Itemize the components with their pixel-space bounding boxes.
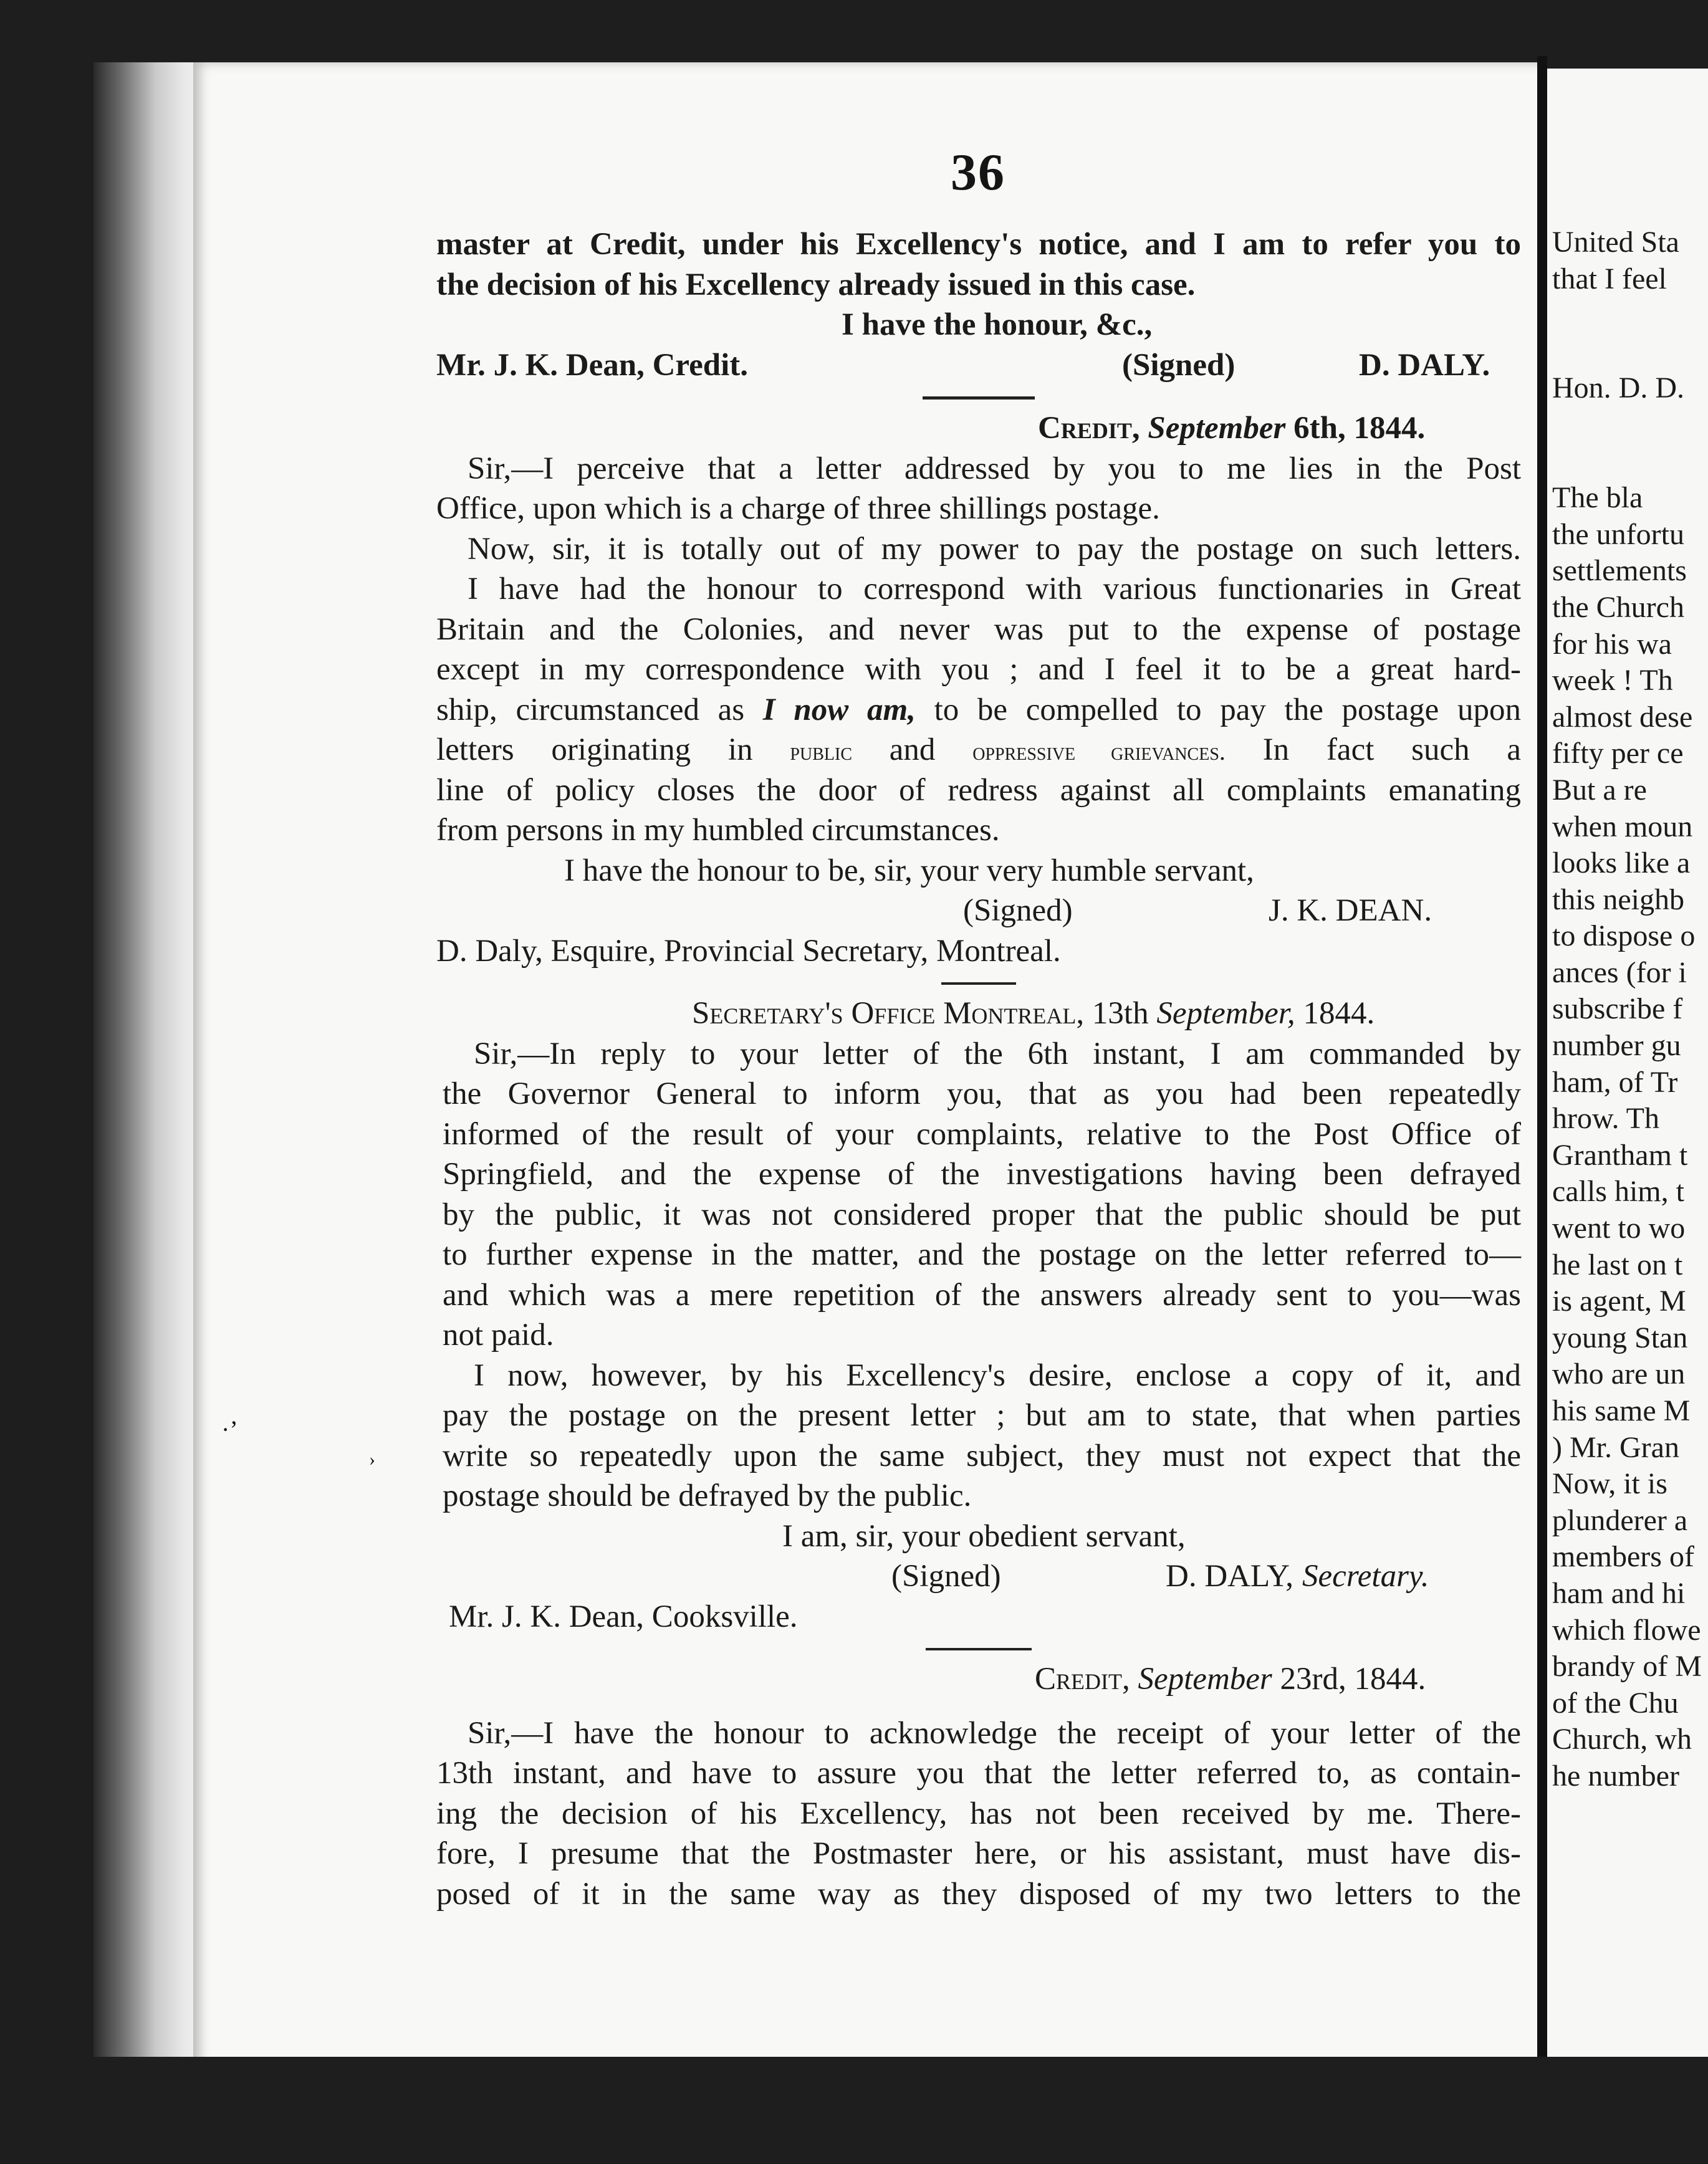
- right-page-line: who are un: [1552, 1357, 1686, 1391]
- right-page-line: of the Chu: [1552, 1686, 1679, 1720]
- small-caps: public: [790, 737, 852, 765]
- text-line: I have the honour to be, sir, your very humble servant,: [564, 853, 1254, 888]
- right-page-line: [1552, 444, 1708, 481]
- text-line: [436, 569, 1521, 610]
- text-span: letters originating in: [436, 732, 753, 767]
- emphasis: I now am,: [762, 692, 916, 727]
- text-line: master at Credit, under his Excellency's notice, and I am to refer you to: [436, 227, 1521, 262]
- text-line: to further expense in the matter, and the postage on the letter referred to—: [443, 1237, 1521, 1272]
- date: 6th, 1844.: [1293, 411, 1426, 446]
- right-page-line: the unfortu: [1552, 517, 1684, 551]
- signature-line: [443, 1556, 1521, 1597]
- dateline: [436, 993, 1521, 1034]
- place: Credit,: [1035, 1662, 1130, 1697]
- month: September,: [1156, 996, 1295, 1031]
- signed-label: (Signed): [891, 1559, 1001, 1594]
- text-line: postage should be defrayed by the public.: [443, 1478, 972, 1513]
- page-body: [436, 224, 1521, 1914]
- right-page-line: ham, of Tr: [1552, 1065, 1678, 1099]
- separator-rule: [923, 396, 1035, 400]
- text-line: 13th instant, and have to assure you that the letter referred to, as contain-: [436, 1756, 1521, 1791]
- text-line: not paid.: [443, 1318, 554, 1352]
- signed-label: (Signed): [963, 893, 1073, 928]
- place: Credit,: [1038, 411, 1140, 446]
- right-page-line: hrow. Th: [1552, 1102, 1659, 1136]
- month: September: [1138, 1662, 1272, 1697]
- right-page-line: ances (for i: [1552, 955, 1687, 989]
- letter-body: [436, 1034, 1521, 1637]
- right-page-line: settlements: [1552, 554, 1687, 588]
- signatory-title: Secretary.: [1302, 1559, 1429, 1594]
- right-page-line: when moun: [1552, 810, 1693, 843]
- text-line: except in my correspondence with you ; and I feel it to be a great hard-: [436, 652, 1521, 687]
- right-page-line: calls him, t: [1552, 1175, 1684, 1209]
- book-binding: [94, 62, 206, 2057]
- text-span: Now, sir, it is totally out of my power to pay the postage on such letters.: [468, 531, 1521, 567]
- signature-line: [436, 891, 1521, 931]
- right-page-line: almost dese: [1552, 700, 1693, 734]
- month: September: [1148, 411, 1286, 446]
- scan-bottom-edge: [0, 2057, 1708, 2164]
- right-page-text: [1552, 224, 1708, 1795]
- right-page-line: to dispose o: [1552, 919, 1696, 953]
- text-line: Office, upon which is a charge of three shillings postage.: [436, 491, 1160, 526]
- right-page-line: is agent, M: [1552, 1285, 1686, 1318]
- text-span: Sir,—In reply to your letter of the 6th instant, I am commanded by: [474, 1036, 1521, 1071]
- text-span: Sir,—I have the honour to acknowledge the receipt of your letter of the: [468, 1715, 1521, 1751]
- ink-speck: ›: [369, 1449, 375, 1470]
- dateline: [436, 408, 1521, 449]
- text-line: [443, 1356, 1521, 1396]
- text-line: [436, 529, 1521, 570]
- right-page-line: went to wo: [1552, 1212, 1686, 1245]
- place: Secretary's Office: [692, 996, 936, 1031]
- right-page-line: members of: [1552, 1540, 1694, 1574]
- text-line: write so repeatedly upon the same subject, they must not expect that the: [443, 1438, 1521, 1473]
- right-page-line: The bla: [1552, 481, 1643, 515]
- right-page-line: the Church: [1552, 590, 1684, 624]
- addressee: Mr. J. K. Dean, Credit.: [436, 347, 749, 383]
- text-line: ing the decision of his Excellency, has not been received by me. There-: [436, 1796, 1521, 1831]
- text-span: In fact such a: [1262, 732, 1522, 767]
- right-page-line: Grantham t: [1552, 1138, 1688, 1172]
- letter-body: [436, 1700, 1521, 1915]
- small-caps: oppressive grievances.: [972, 737, 1226, 765]
- right-page-line: ) Mr. Gran: [1552, 1430, 1679, 1464]
- text-line: Mr. J. K. Dean, Cooksville.: [449, 1599, 798, 1634]
- text-line: pay the postage on the present letter ; but am to state, that when parties: [443, 1398, 1521, 1433]
- text-line: I am, sir, your obedient servant,: [782, 1518, 1186, 1554]
- right-page-line: Now, it is: [1552, 1467, 1667, 1501]
- right-page-line: number gu: [1552, 1029, 1681, 1063]
- right-page-line: But a re: [1552, 773, 1647, 807]
- right-page-line: this neighb: [1552, 883, 1684, 916]
- signatory: D. DALY.: [1359, 347, 1490, 383]
- right-page-line: plunderer a: [1552, 1503, 1688, 1537]
- right-page-line: week ! Th: [1552, 664, 1673, 697]
- right-page-line: Hon. D. D.: [1552, 371, 1684, 405]
- right-page-line: that I feel: [1552, 262, 1667, 295]
- text-span: ship, circumstanced as: [436, 692, 745, 727]
- right-page-line: subscribe f: [1552, 992, 1683, 1026]
- text-line: Springfield, and the expense of the investigations having been defrayed: [443, 1157, 1521, 1192]
- right-page-line: ham and hi: [1552, 1576, 1686, 1610]
- right-page-line: young Stan: [1552, 1321, 1688, 1354]
- text-line: [436, 690, 1521, 730]
- text-span: I now, however, by his Excellency's desire, enclose a copy of it, and: [474, 1357, 1521, 1393]
- right-page-line: his same M: [1552, 1394, 1691, 1427]
- right-page-line: for his wa: [1552, 627, 1672, 661]
- right-page-line: looks like a: [1552, 846, 1691, 880]
- date: 13th: [1091, 996, 1149, 1031]
- text-line: [436, 730, 1521, 770]
- text-line: line of policy closes the door of redress against all complaints emanating: [436, 772, 1521, 808]
- text-line: Britain and the Colonies, and never was put to the expense of postage: [436, 611, 1521, 647]
- signatory: J. K. DEAN.: [1269, 893, 1432, 928]
- text-line: [436, 1713, 1521, 1754]
- text-line: from persons in my humbled circumstances.: [436, 813, 1000, 848]
- text-line: by the public, it was not considered proper that the public should be put: [443, 1197, 1521, 1232]
- date: 1844.: [1303, 996, 1375, 1031]
- text-line: and which was a mere repetition of the answers already sent to you—was: [443, 1277, 1521, 1313]
- text-line: informed of the result of your complaints, relative to the Post Office of: [443, 1116, 1521, 1152]
- text-span: to be compelled to pay the postage upon: [934, 692, 1521, 727]
- right-page-line: Church, wh: [1552, 1723, 1692, 1756]
- text-span: Sir,—I perceive that a letter addressed by you to me lies in the Post: [468, 451, 1521, 486]
- text-line: I have the honour, &c.,: [842, 307, 1153, 342]
- place: Montreal,: [943, 996, 1085, 1031]
- text-line: the decision of his Excellency already issued in this case.: [436, 267, 1196, 302]
- text-line: [436, 449, 1521, 489]
- date: 23rd, 1844.: [1280, 1662, 1426, 1697]
- text-line: [443, 1034, 1521, 1075]
- right-page-line: fifty per ce: [1552, 737, 1684, 770]
- right-page-line: he number: [1552, 1759, 1679, 1793]
- text-line: D. Daly, Esquire, Provincial Secretary, Montreal.: [436, 933, 1061, 969]
- page-gutter: [1537, 56, 1547, 2088]
- right-page-line: brandy of M: [1552, 1650, 1702, 1683]
- text-line: fore, I presume that the Postmaster here, or his assistant, must have dis-: [436, 1836, 1521, 1871]
- right-page-line: United Sta: [1552, 226, 1679, 259]
- signatory: D. DALY,: [1166, 1559, 1294, 1594]
- text-span: and: [889, 732, 936, 767]
- signed-label: (Signed): [1122, 347, 1235, 383]
- right-page: [1547, 69, 1708, 2063]
- right-page-line: [1552, 407, 1708, 444]
- right-page-line: [1552, 334, 1708, 371]
- right-page-line: which flowe: [1552, 1613, 1701, 1647]
- page-number: 36: [951, 143, 1005, 201]
- right-page-line: he last on t: [1552, 1248, 1683, 1281]
- text-line: posed of it in the same way as they disposed of my two letters to the: [436, 1876, 1521, 1912]
- signature-line: [436, 345, 1521, 386]
- separator-rule: [926, 1648, 1032, 1650]
- right-page-line: [1552, 297, 1708, 334]
- dateline: [436, 1659, 1521, 1700]
- text-span: I have had the honour to correspond with various functionaries in Great: [468, 572, 1521, 606]
- separator-rule: [941, 982, 1016, 985]
- text-line: the Governor General to inform you, that as you had been repeatedly: [443, 1076, 1521, 1111]
- ink-speck: ·’: [221, 1415, 238, 1443]
